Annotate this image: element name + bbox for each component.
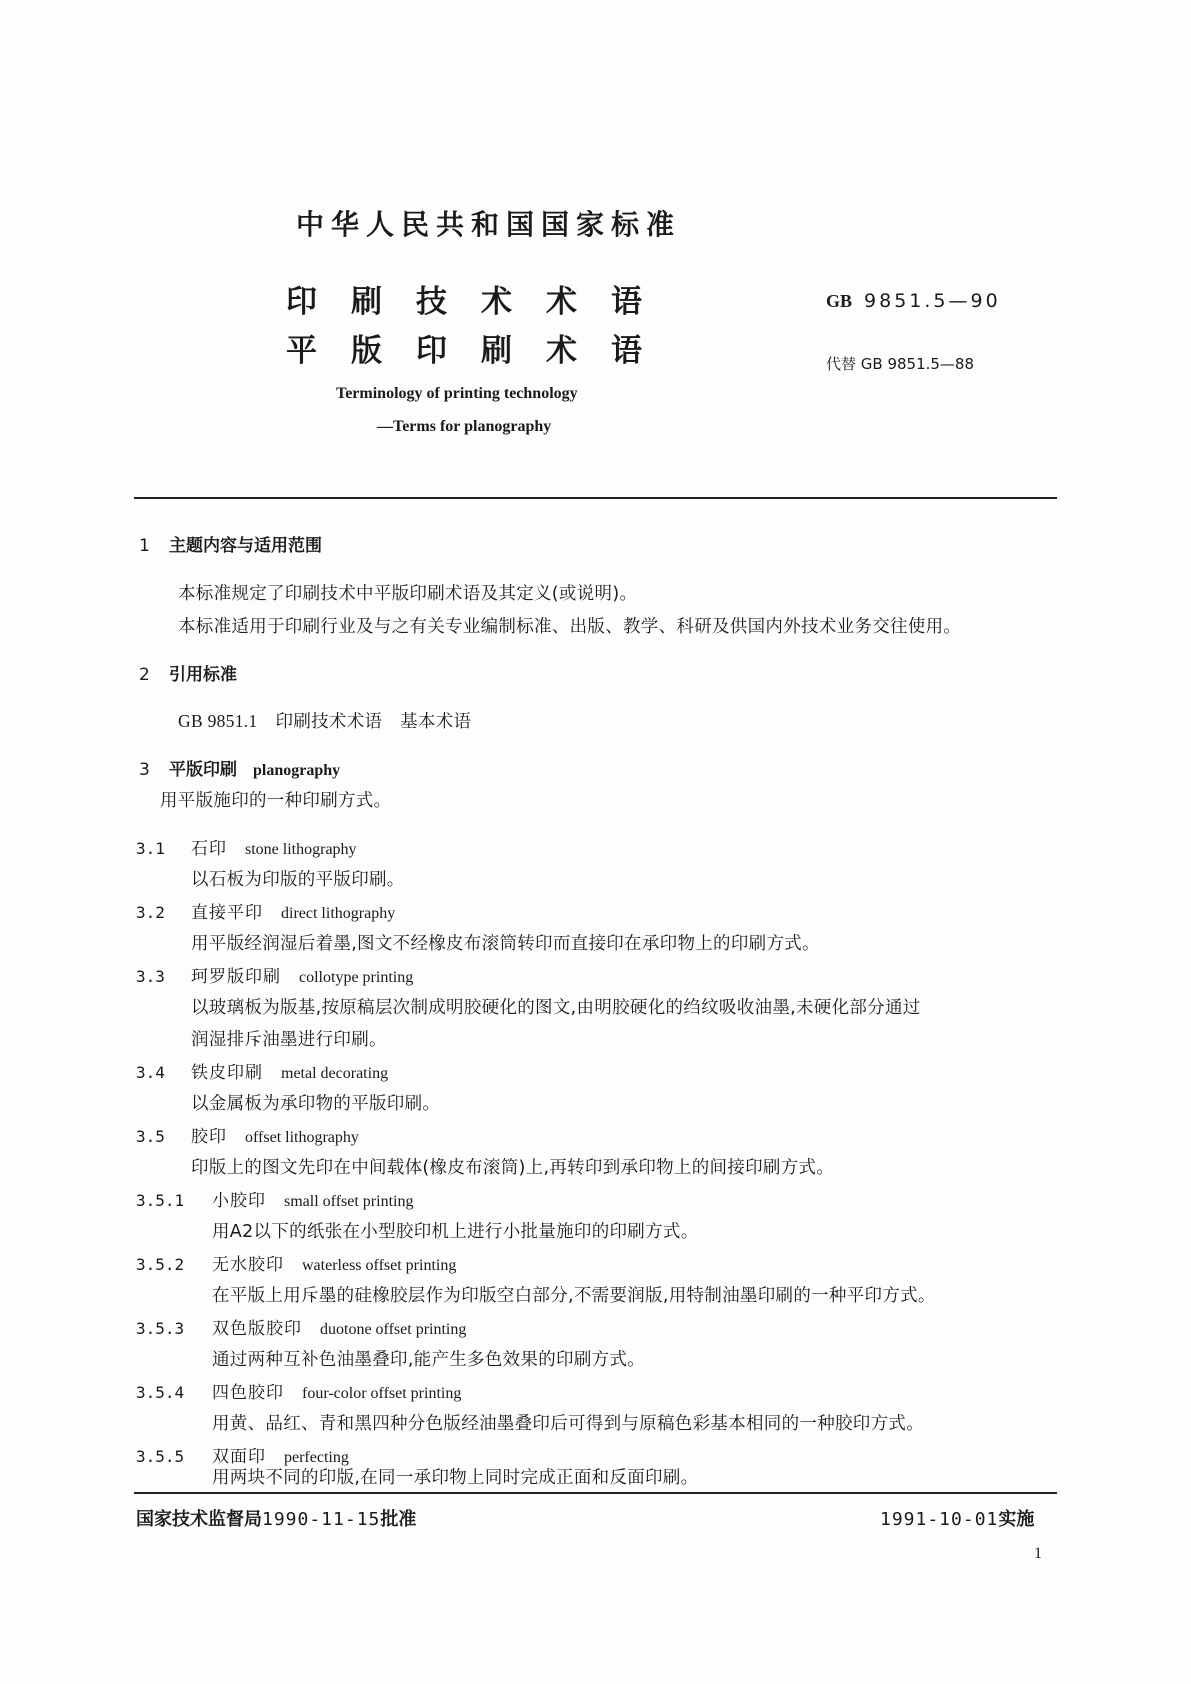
document-title-line-1: 印刷技术术语	[286, 284, 676, 320]
term-code: 3.5.5	[136, 1447, 185, 1466]
term-code: 3.2	[136, 903, 165, 922]
approval-line	[136, 1505, 416, 1531]
section-english-term: planography	[253, 762, 341, 779]
term-chinese: 胶印	[191, 1127, 227, 1147]
approval-label: 批准	[380, 1509, 417, 1530]
term-code: 3.5.2	[136, 1255, 185, 1274]
term-3-5-3	[136, 1314, 466, 1339]
term-english: collotype printing	[299, 969, 414, 986]
term-code: 3.5.3	[136, 1319, 185, 1338]
top-divider	[134, 497, 1057, 499]
term-code: 3.5.1	[136, 1191, 185, 1210]
term-definition: 用两块不同的印版,在同一承印物上同时完成正面和反面印刷。	[212, 1468, 699, 1488]
term-definition-continued: 润湿排斥油墨进行印刷。	[191, 1030, 387, 1050]
page-number: 1	[1034, 1545, 1042, 1562]
reference-code: GB 9851.1	[178, 711, 258, 731]
term-chinese: 铁皮印刷	[191, 1063, 263, 1083]
term-english: offset lithography	[245, 1129, 359, 1146]
term-english: small offset printing	[284, 1193, 414, 1210]
term-english: direct lithography	[281, 905, 396, 922]
term-3-4	[136, 1058, 388, 1083]
term-code: 3.5	[136, 1127, 165, 1146]
term-3-5	[136, 1122, 359, 1147]
section-3-heading	[139, 755, 340, 780]
bottom-divider	[134, 1492, 1057, 1494]
term-3-5-1	[136, 1186, 413, 1211]
section-number: 1	[139, 536, 150, 556]
planography-definition: 用平版施印的一种印刷方式。	[160, 791, 392, 811]
effective-line	[880, 1505, 1034, 1531]
term-chinese: 石印	[191, 839, 227, 859]
standard-prefix: GB	[826, 291, 853, 311]
term-definition: 以石板为印版的平版印刷。	[191, 870, 405, 890]
term-definition: 用黄、品红、青和黑四种分色版经油墨叠印后可得到与原稿色彩基本相同的一种胶印方式。	[212, 1414, 924, 1434]
effective-date: 1991-10-01	[880, 1509, 999, 1530]
term-definition: 以玻璃板为版基,按原稿层次制成明胶硬化的图文,由明胶硬化的绉纹吸收油墨,未硬化部分通过	[191, 998, 921, 1018]
term-code: 3.3	[136, 967, 165, 986]
term-chinese: 四色胶印	[212, 1383, 284, 1403]
section-number: 2	[139, 665, 150, 685]
scope-paragraph-1: 本标准规定了印刷技术中平版印刷术语及其定义(或说明)。	[178, 584, 638, 604]
term-chinese: 直接平印	[191, 903, 263, 923]
section-title: 引用标准	[169, 665, 237, 685]
term-3-1	[136, 834, 357, 859]
term-english: metal decorating	[281, 1065, 389, 1082]
term-definition: 印版上的图文先印在中间载体(橡皮布滚筒)上,再转印到承印物上的间接印刷方式。	[191, 1158, 835, 1178]
term-3-5-2	[136, 1250, 456, 1275]
scope-paragraph-2: 本标准适用于印刷行业及与之有关专业编制标准、出版、教学、科研及供国内外技术业务交往使用。	[178, 617, 962, 637]
section-number: 3	[139, 760, 150, 780]
national-standard-heading: 中华人民共和国国家标准	[296, 208, 682, 241]
english-title-line-1: Terminology of printing technology	[336, 385, 578, 402]
term-english: perfecting	[284, 1449, 349, 1466]
term-english: duotone offset printing	[320, 1321, 467, 1338]
term-english: stone lithography	[245, 841, 357, 858]
term-code: 3.4	[136, 1063, 165, 1082]
section-1-heading	[139, 531, 322, 556]
effective-label: 实施	[998, 1509, 1035, 1530]
term-english: waterless offset printing	[302, 1257, 457, 1274]
section-2-heading	[139, 660, 237, 685]
term-definition: 在平版上用斥墨的硅橡胶层作为印版空白部分,不需要润版,用特制油墨印刷的一种平印方式。	[212, 1286, 936, 1306]
replaces-standard: 代替 GB 9851.5—88	[826, 355, 975, 373]
term-definition: 通过两种互补色油墨叠印,能产生多色效果的印刷方式。	[212, 1350, 646, 1370]
term-chinese: 双面印	[212, 1447, 266, 1467]
term-chinese: 珂罗版印刷	[191, 967, 281, 987]
referenced-standard	[178, 708, 471, 733]
term-chinese: 无水胶印	[212, 1255, 284, 1275]
standard-number	[826, 290, 1001, 312]
term-chinese: 小胶印	[212, 1191, 266, 1211]
document-title-line-2: 平版印刷术语	[286, 333, 676, 369]
term-code: 3.5.4	[136, 1383, 185, 1402]
term-definition: 用A2以下的纸张在小型胶印机上进行小批量施印的印刷方式。	[212, 1222, 699, 1242]
approval-date: 1990-11-15	[262, 1509, 381, 1530]
term-3-2	[136, 898, 395, 923]
standard-number-value: 9851.5—90	[864, 290, 1001, 312]
term-definition: 以金属板为承印物的平版印刷。	[191, 1094, 441, 1114]
reference-title: 印刷技术术语 基本术语	[275, 712, 472, 732]
term-code: 3.1	[136, 839, 165, 858]
approving-authority: 国家技术监督局	[136, 1509, 262, 1530]
term-definition: 用平版经润湿后着墨,图文不经橡皮布滚筒转印而直接印在承印物上的印刷方式。	[191, 934, 820, 954]
section-title: 平版印刷	[169, 760, 237, 780]
term-3-5-4	[136, 1378, 461, 1403]
english-title-line-2: —Terms for planography	[377, 418, 552, 435]
term-3-3	[136, 962, 413, 987]
section-title: 主题内容与适用范围	[169, 536, 322, 556]
term-english: four-color offset printing	[302, 1385, 462, 1402]
term-chinese: 双色版胶印	[212, 1319, 302, 1339]
